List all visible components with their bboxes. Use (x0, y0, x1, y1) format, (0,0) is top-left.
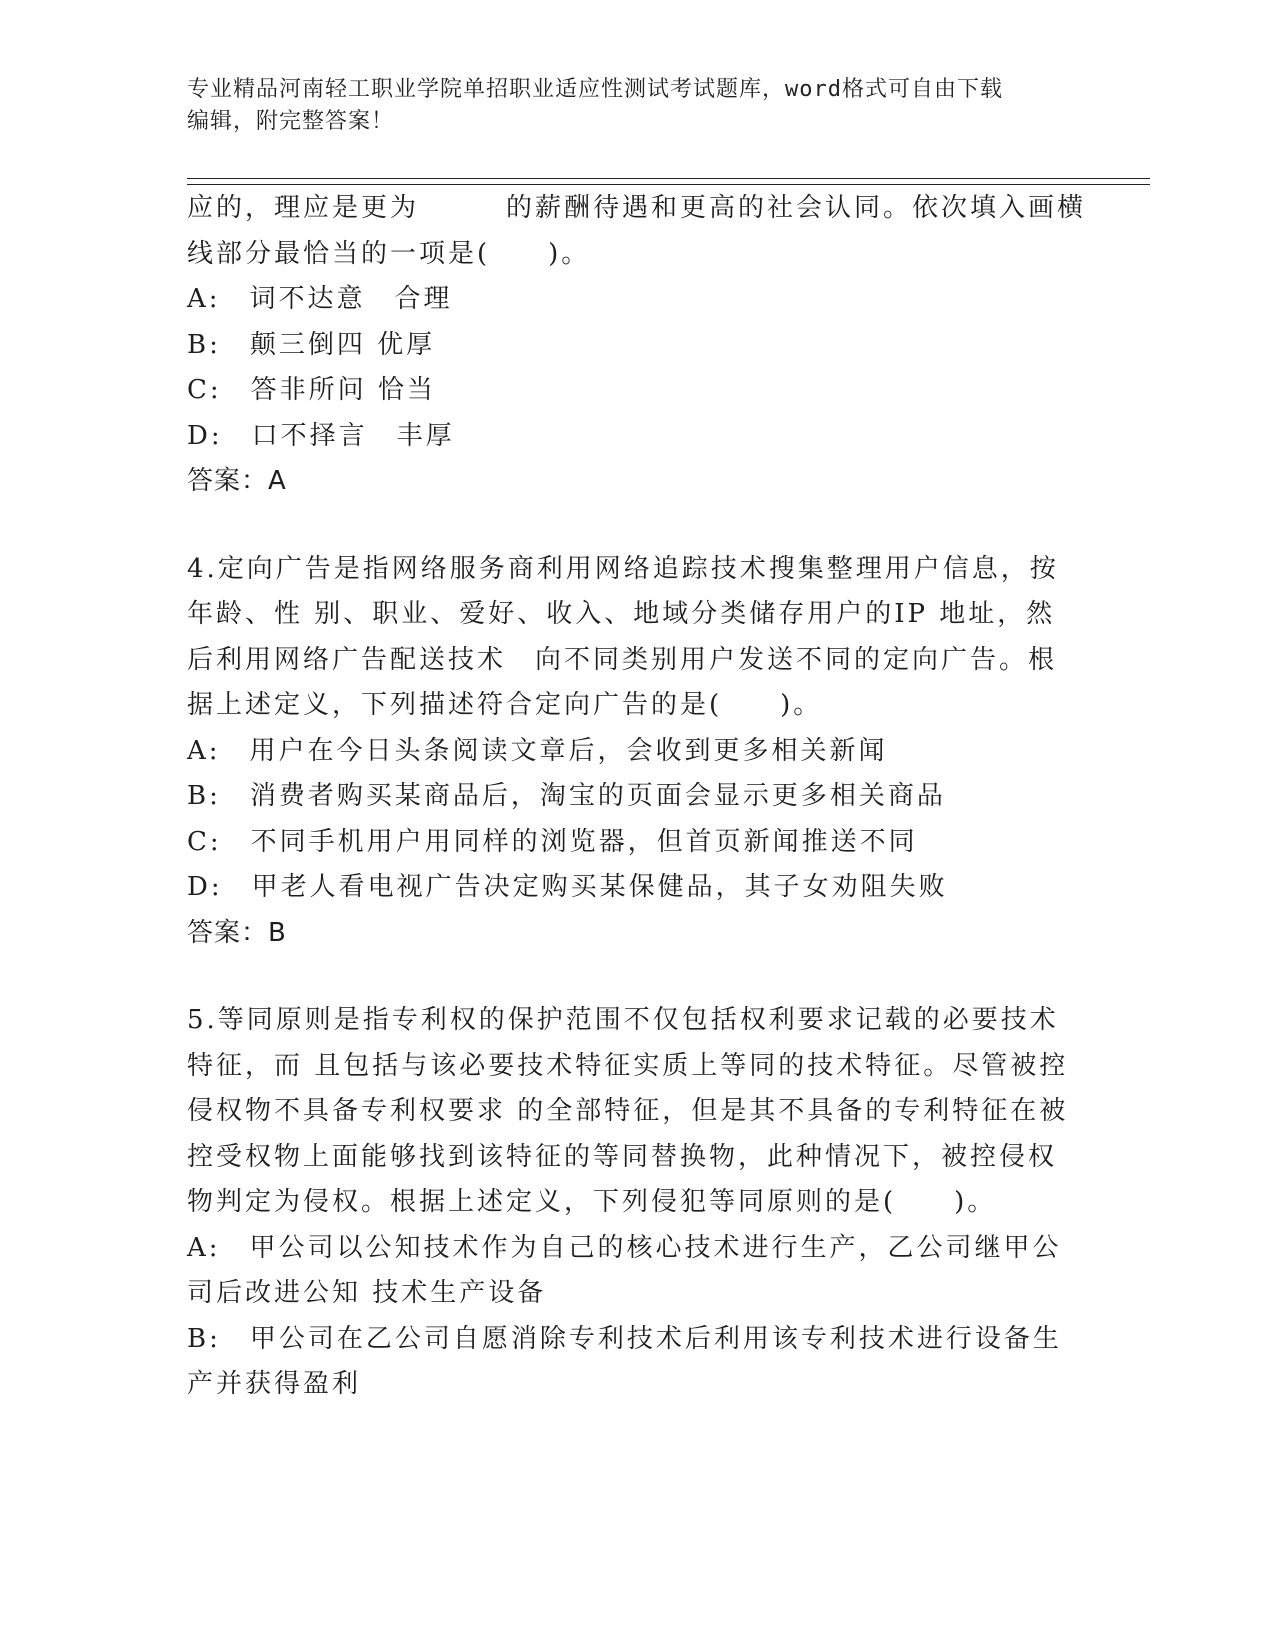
question-4-option-a: A: 用户在今日头条阅读文章后，会收到更多相关新闻 (187, 735, 888, 766)
question-5-stem-line: 物判定为侵权。根据上述定义，下列侵犯等同原则的是( )。 (187, 1187, 997, 1217)
page-header (187, 74, 1067, 138)
question-5-option-b: B: 甲公司在乙公司自愿消除专利技术后利用该专利技术进行设备生 (187, 1323, 1062, 1354)
header-line-2: 编辑，附完整答案！ (187, 109, 395, 134)
question-3-stem-line: 应的，理应是更为 的薪酬待遇和更高的社会认同。依次填入画横 (187, 193, 1087, 223)
question-4-stem-line: 4.定向广告是指网络服务商利用网络追踪技术搜集整理用户信息，按 (187, 553, 1059, 584)
question-4-stem-line: 后利用网络广告配送技术 向不同类别用户发送不同的定向广告。根 (187, 644, 1058, 675)
question-4-answer: 答案：B (187, 917, 287, 948)
question-5-option-a: A: 甲公司以公知技术作为自己的核心技术进行生产，乙公司继甲公 (187, 1232, 1062, 1263)
header-rule-bottom (187, 184, 1150, 185)
question-4-stem-line: 年龄、性 别、职业、爱好、收入、地域分类储存用户的IP 地址，然 (187, 599, 1056, 629)
question-3-option-d: D: 口不择言 丰厚 (187, 420, 455, 451)
spacer (187, 956, 1107, 998)
question-4-option-c: C: 不同手机用户用同样的浏览器，但首页新闻推送不同 (187, 826, 918, 857)
document-body (187, 186, 1107, 1408)
question-5 (187, 998, 1107, 1408)
spacer (187, 505, 1107, 547)
question-3-option-c: C: 答非所问 恰当 (187, 375, 436, 405)
question-3-answer: 答案：A (187, 466, 287, 496)
question-4-option-b: B: 消费者购买某商品后，淘宝的页面会显示更多相关商品 (187, 781, 946, 811)
question-3-stem-line: 线部分最恰当的一项是( )。 (187, 238, 591, 269)
question-4-stem-line: 据上述定义，下列描述符合定向广告的是( )。 (187, 690, 823, 720)
question-4 (187, 547, 1107, 957)
question-3 (187, 186, 1107, 505)
question-5-stem-line: 控受权物上面能够找到该特征的等同替换物，此种情况下，被控侵权 (187, 1141, 1058, 1172)
question-5-option-b-cont: 产并获得盈利 (187, 1369, 362, 1399)
question-5-stem-line: 5.等同原则是指专利权的保护范围不仅包括权利要求记载的必要技术 (187, 1005, 1059, 1035)
question-4-option-d: D: 甲老人看电视广告决定购买某保健品，其子女劝阻失败 (187, 872, 948, 902)
header-rule-top (187, 178, 1150, 179)
question-5-stem-line: 特征，而 且包括与该必要技术特征实质上等同的技术特征。尽管被控 (187, 1050, 1069, 1081)
question-3-option-a: A: 词不达意 合理 (187, 284, 453, 314)
question-5-stem-line: 侵权物不具备专利权要求 的全部特征，但是其不具备的专利特征在被 (187, 1096, 1069, 1126)
header-line-1: 专业精品河南轻工职业学院单招职业适应性测试考试题库，word格式可自由下载 (187, 77, 1003, 102)
question-5-option-a-cont: 司后改进公知 技术生产设备 (187, 1278, 547, 1308)
question-3-option-b: B: 颠三倒四 优厚 (187, 329, 436, 360)
